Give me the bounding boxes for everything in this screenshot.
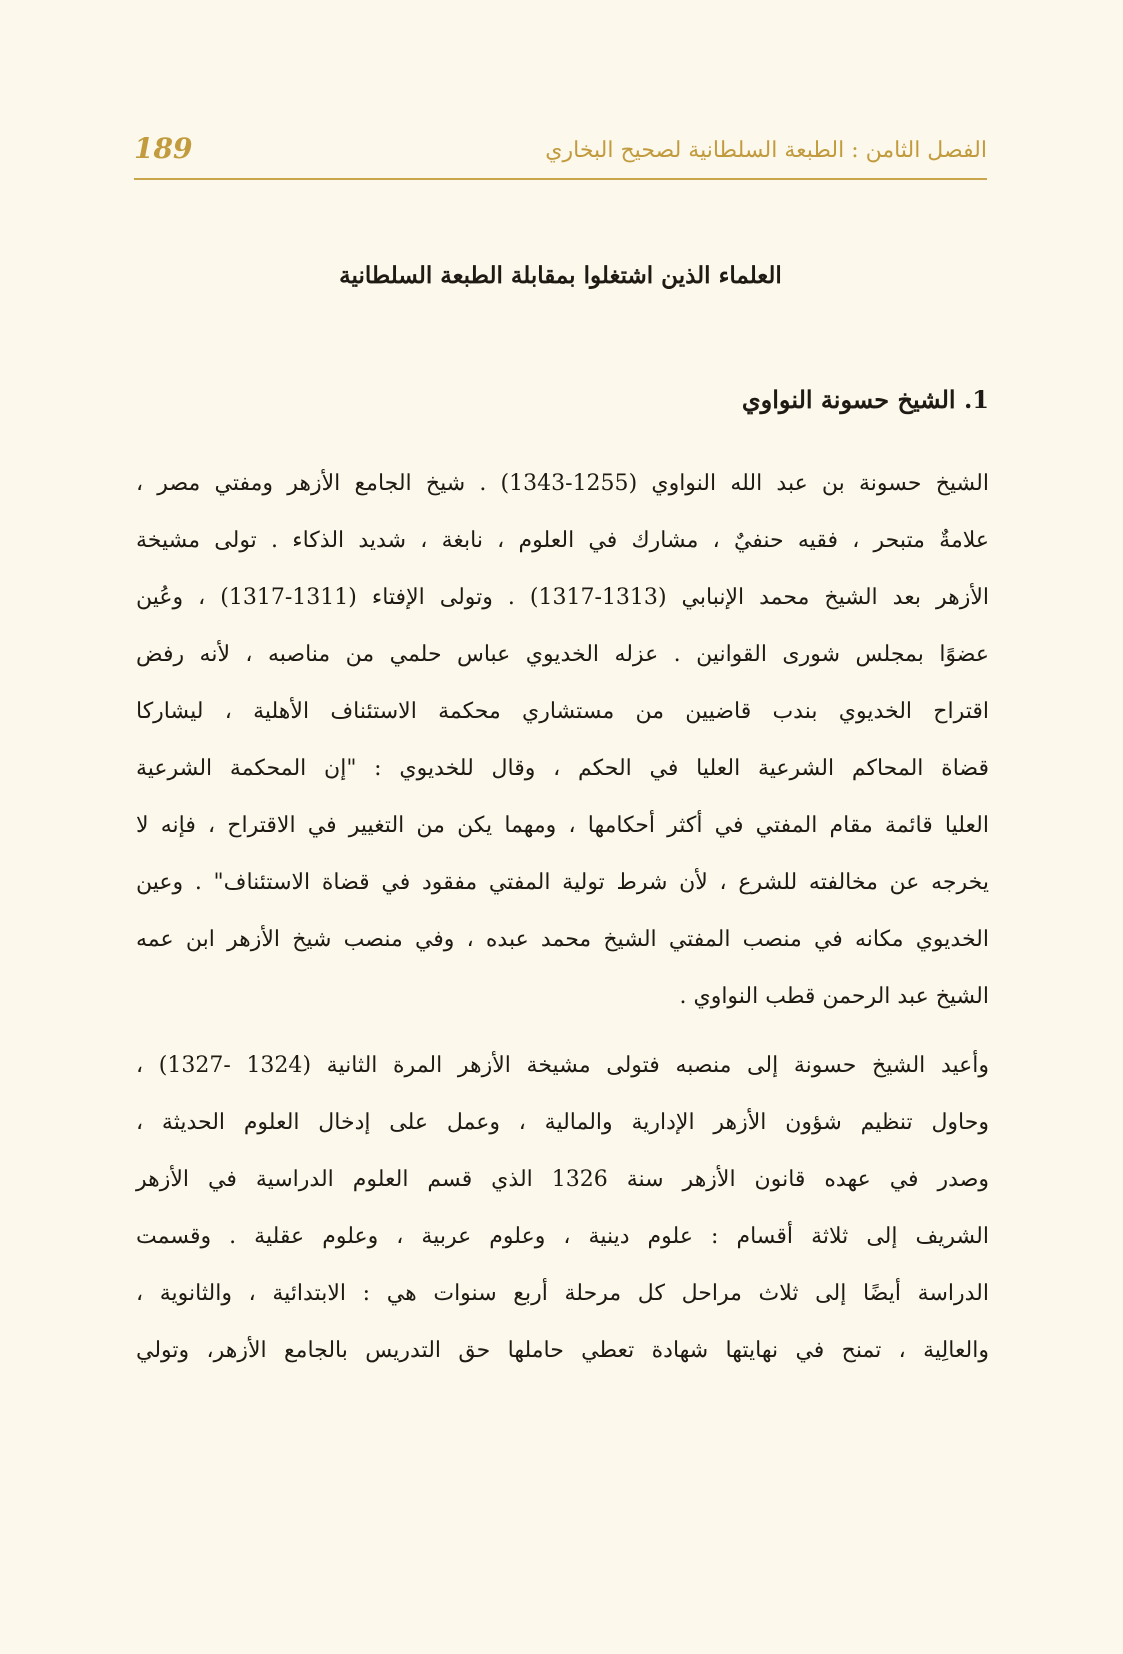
page-number: 189 bbox=[134, 132, 193, 165]
text-line: وحاول تنظيم شؤون الأزهر الإدارية والمالية ، وعمل على إدخال العلوم الحديثة ، bbox=[136, 1110, 989, 1135]
text-line: الخديوي مكانه في منصب المفتي الشيخ محمد عبده ، وفي منصب شيخ الأزهر ابن عمه bbox=[136, 927, 989, 952]
running-header bbox=[134, 128, 987, 180]
text-line: والعالِية ، تمنح في نهايتها شهادة تعطي حاملها حق التدريس بالجامع الأزهر، وتولي bbox=[136, 1338, 989, 1363]
text-line: الأزهر بعد الشيخ محمد الإنبابي (1313-1317) . وتولى الإفتاء (1311-1317) ، وعُين bbox=[136, 585, 989, 610]
text-line: يخرجه عن مخالفته للشرع ، لأن شرط تولية المفتي مفقود في قضاة الاستئناف" . وعين bbox=[136, 870, 989, 895]
paragraph-2 bbox=[136, 1037, 989, 1379]
text-line: الدراسة أيضًا إلى ثلاث مراحل كل مرحلة أربع سنوات هي : الابتدائية ، والثانوية ، bbox=[136, 1281, 989, 1306]
text-line: الشريف إلى ثلاثة أقسام : علوم دينية ، وعلوم عربية ، وعلوم عقلية . وقسمت bbox=[136, 1224, 989, 1249]
text-line: الشيخ حسونة بن عبد الله النواوي (1255-1343) . شيخ الجامع الأزهر ومفتي مصر ، bbox=[136, 471, 990, 496]
body-text bbox=[136, 455, 989, 1379]
paragraph-1 bbox=[136, 455, 989, 1025]
text-line: علامةٌ متبحر ، فقيه حنفيٌ ، مشارك في العلوم ، نابغة ، شديد الذكاء . تولى مشيخة bbox=[136, 528, 989, 553]
subheading: 1. الشيخ حسونة النواوي bbox=[741, 385, 989, 414]
text-line: العليا قائمة مقام المفتي في أكثر أحكامها ، ومهما يكن من التغيير في الاقتراح ، فإنه لا bbox=[136, 813, 989, 838]
text-line: اقتراح الخديوي بندب قاضيين من مستشاري محكمة الاستئناف الأهلية ، ليشاركا bbox=[136, 699, 989, 724]
text-line: وأعيد الشيخ حسونة إلى منصبه فتولى مشيخة الأزهر المرة الثانية (1324 -1327) ، bbox=[136, 1053, 989, 1078]
chapter-title: الفصل الثامن : الطبعة السلطانية لصحيح البخاري bbox=[545, 138, 987, 163]
text-line: عضوًا بمجلس شورى القوانين . عزله الخديوي عباس حلمي من مناصبه ، لأنه رفض bbox=[136, 642, 989, 667]
text-line: الشيخ عبد الرحمن قطب النواوي . bbox=[679, 984, 989, 1009]
section-title: العلماء الذين اشتغلوا بمقابلة الطبعة السلطانية bbox=[339, 262, 782, 289]
text-line: قضاة المحاكم الشرعية العليا في الحكم ، وقال للخديوي : "إن المحكمة الشرعية bbox=[136, 756, 989, 781]
text-line: وصدر في عهده قانون الأزهر سنة 1326 الذي قسم العلوم الدراسية في الأزهر bbox=[136, 1167, 990, 1192]
